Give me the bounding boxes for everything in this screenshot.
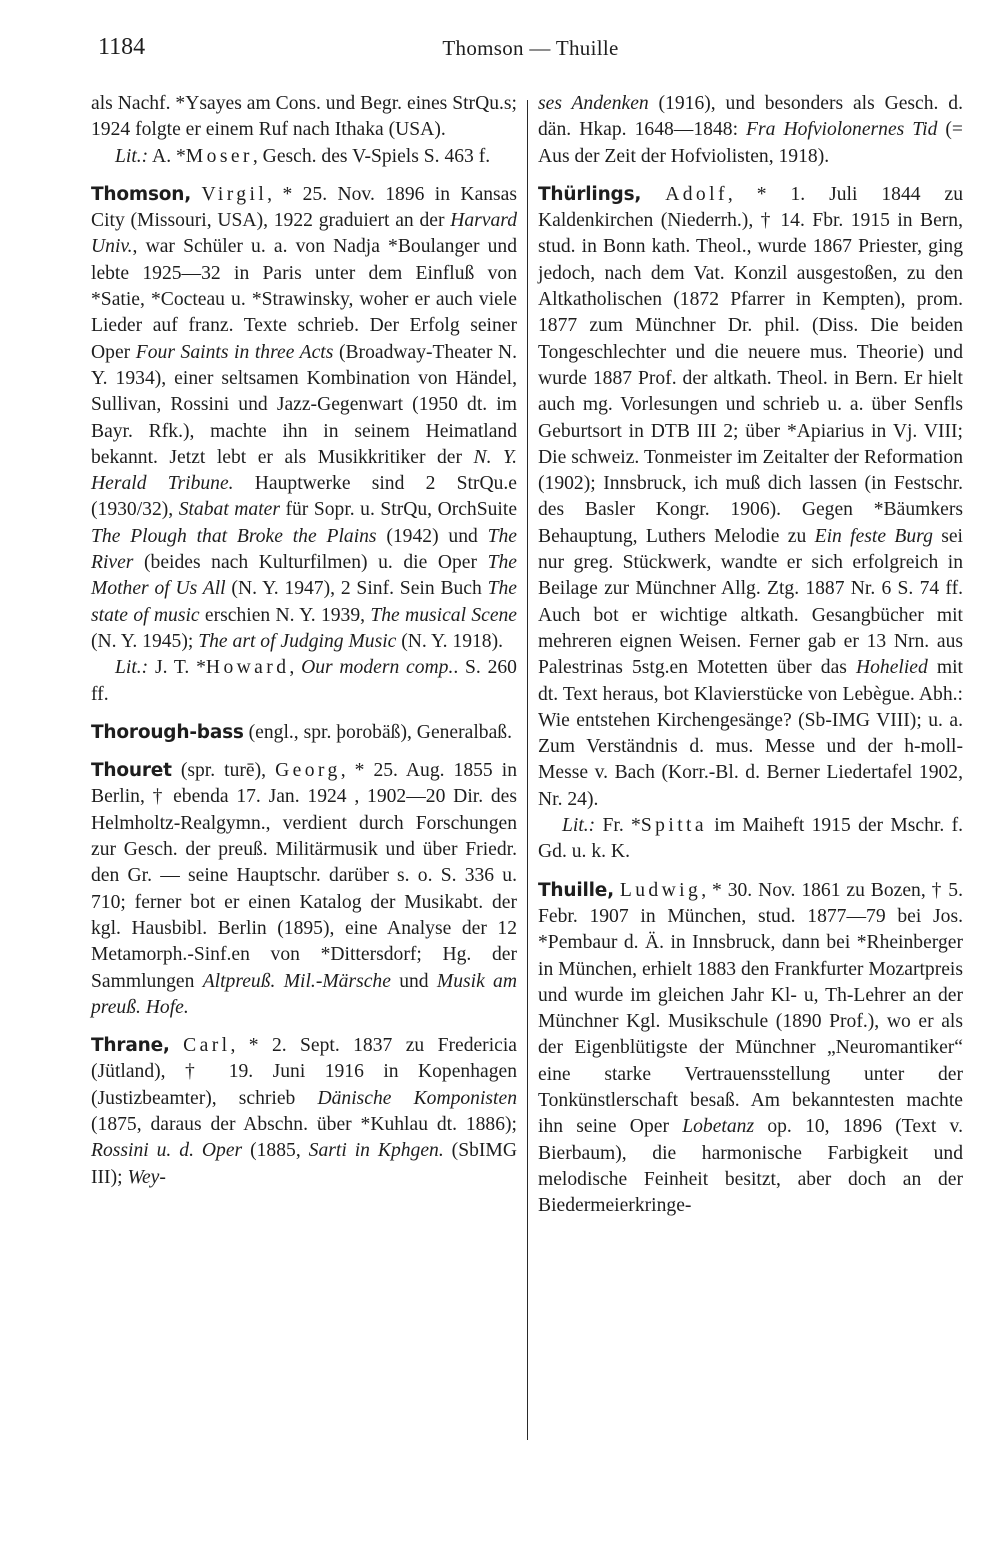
page-number: 1184 bbox=[98, 34, 146, 60]
column-divider bbox=[527, 100, 528, 1440]
headword: Thorough-bass bbox=[91, 721, 244, 743]
lit-label: Lit.: bbox=[115, 657, 149, 679]
entry-continuation-left: als Nachf. *Ysayes am Cons. und Begr. eines StrQu.s; 1924 folgte er einem Ruf nach Ithaka (USA). Lit.: A. *Moser, Gesch. des V-Spiels S. 463 f. bbox=[91, 93, 517, 167]
headword: Thürlings, bbox=[538, 183, 642, 205]
headword: Thouret bbox=[91, 760, 172, 782]
entry-thouret: Thouret (spr. turē), Georg, * 25. Aug. 1855 in Berlin, † ebenda 17. Jan. 1924 , 1902—20 Dir. des Helmholtz-Realgymn., verdient durch Forschungen zur Gesch. der preuß. Militärmusik und über Friedr. den Gr. — seine Hauptschr. darüber s. o. S. 336 u. 710; ferner bot er einen Katalog der Musikabt. der kgl. Hausbibl. Berlin (1895), eine Analyse der 12 Metamorph.-Sinf.en von *Dittersdorf; Hg. der Sammlungen Altpreuß. Mil.-Märsche und Musik am preuß. Hofe. bbox=[91, 760, 518, 1018]
lit-label: Lit.: bbox=[115, 145, 149, 167]
headword: Thuille, bbox=[538, 879, 614, 901]
entry-continuation-right: ses Andenken (1916), und besonders als Gesch. d. dän. Hkap. 1648—1848: Fra Hofviolonernes Tid (= Aus der Zeit der Hofviolisten, 1918). bbox=[538, 93, 963, 167]
entry-thorough-bass: Thorough-bass (engl., spr. þorobäß), Generalbaß. bbox=[91, 721, 512, 743]
entry-thurlings: Thürlings, Adolf, * 1. Juli 1844 zu Kaldenkirchen (Niederrh.), † 14. Fbr. 1915 in Bern, stud. in Bonn kath. Theol., wurde 1867 Priester, ging jedoch, nach dem Vat. Konzil ausgestoßen, zu den Altkatholischen (1872 Pfarrer in Kempten), prom. 1877 zum Münchner Dr. phil. (Diss. Die beiden Tongeschlechter und die neuere mus. Theorie) und wurde 1887 Prof. der altkath. Theol. in Bern. Er hielt auch mg. Vorlesungen und schrieb u. a. über Senfls Geburtsort in DTB III 2; über *Apiarius in Vj. VIII; Die schweiz. Tonmeister im Zeitalter der Reformation (1902); Innsbruck, ich muß dich lassen (in Festschr. des Basler Kongr. 1906). Gegen *Bäumkers Behauptung, Luthers Melodie zu Ein feste Burg sei nur greg. Stückwerk, wandte er sich erfolgreich in Beilage zur Münchner Allg. Ztg. 1887 Nr. 6 S. 74 ff. Auch bot er wichtige altkath. Gesangbücher mit mehreren eignen Weisen. Ferner gab er 13 Nrn. aus Palestrinas 5stg.en Motetten über das Hohelied mit dt. Text heraus, bot Klavierstücke von Lebègue. Abh.: Wie entstehen Kirchengesänge? (Sb-IMG VIII); u. a. Zum Verständnis d. mus. Messe und der h-moll-Messe v. Bach (Korr.-Bl. d. Berner Liedertafel 1902, Nr. 24). Lit.: Fr. *Spitta im Maiheft 1915 der Mschr. f. Gd. u. k. K. bbox=[538, 183, 964, 863]
left-column bbox=[91, 91, 517, 1203]
running-title: Thomson — Thuille bbox=[442, 36, 619, 60]
entry-thrane: Thrane, Carl, * 2. Sept. 1837 zu Fredericia (Jütland), † 19. Juni 1916 in Kopenhagen (Justizbeamter), schrieb Dänische Komponisten (1875, daraus der Abschn. über *Kuhlau dt. 1886); Rossini u. d. Oper (1885, Sarti in Kphgen. (SbIMG III); Wey- bbox=[91, 1035, 517, 1188]
right-column bbox=[538, 91, 963, 1231]
lit-label: Lit.: bbox=[562, 815, 596, 837]
entry-thuille: Thuille, Ludwig, * 30. Nov. 1861 zu Bozen, † 5. Febr. 1907 in München, stud. 1877—79 bei Jos. *Pembaur d. Ä. in Innsbruck, dann bei *Rheinberger in München, erhielt 1883 den Frankfurter Mozartpreis und wurde im gleichen Jahr Kl- u, Th-Lehrer an der Münchner Kgl. Musikschule (1890 Prof.), wo er als der Eigenblütigste der Münchner „Neuromantiker“ eine starke Vertrauensstellung unter der Tonkünstlerschaft besaß. Am bekanntesten machte ihn seine Oper Lobetanz op. 10, 1896 (Text v. Bierbaum), die harmonische Farbigkeit und melodische Feinheit besitzt, aber doch an der Biedermeierkringe- bbox=[538, 879, 963, 1217]
entry-thomson: Thomson, Virgil, * 25. Nov. 1896 in Kansas City (Missouri, USA), 1922 graduiert an der Harvard Univ., war Schüler u. a. von Nadja *Boulanger und lebte 1925—32 in Paris unter dem Einfluß von *Satie, *Cocteau u. *Strawinsky, woher er auch viele Lieder auf franz. Texte schrieb. Der Erfolg seiner Oper Four Saints in three Acts (Broadway-Theater N. Y. 1934), einer seltsamen Kombination von Händel, Sullivan, Rossini und Jazz-Gegenwart (1950 dt. im Bayr. Rfk.), machte ihn in seinem Heimatland bekannt. Jetzt lebt er als Musikkritiker der N. Y. Herald Tribune. Hauptwerke sind 2 StrQu.e (1930/32), Stabat mater für Sopr. u. StrQu, OrchSuite The Plough that Broke the Plains (1942) und The River (beides nach Kulturfilmen) u. die Oper The Mother of Us All (N. Y. 1947), 2 Sinf. Sein Buch The state of music erschien N. Y. 1939, The musical Scene (N. Y. 1945); The art of Judging Music (N. Y. 1918). Lit.: J. T. *Howard, Our modern comp.. S. 260 ff. bbox=[91, 183, 518, 705]
headword: Thrane, bbox=[91, 1035, 170, 1057]
page-header bbox=[98, 30, 963, 70]
headword: Thomson, bbox=[91, 183, 192, 205]
